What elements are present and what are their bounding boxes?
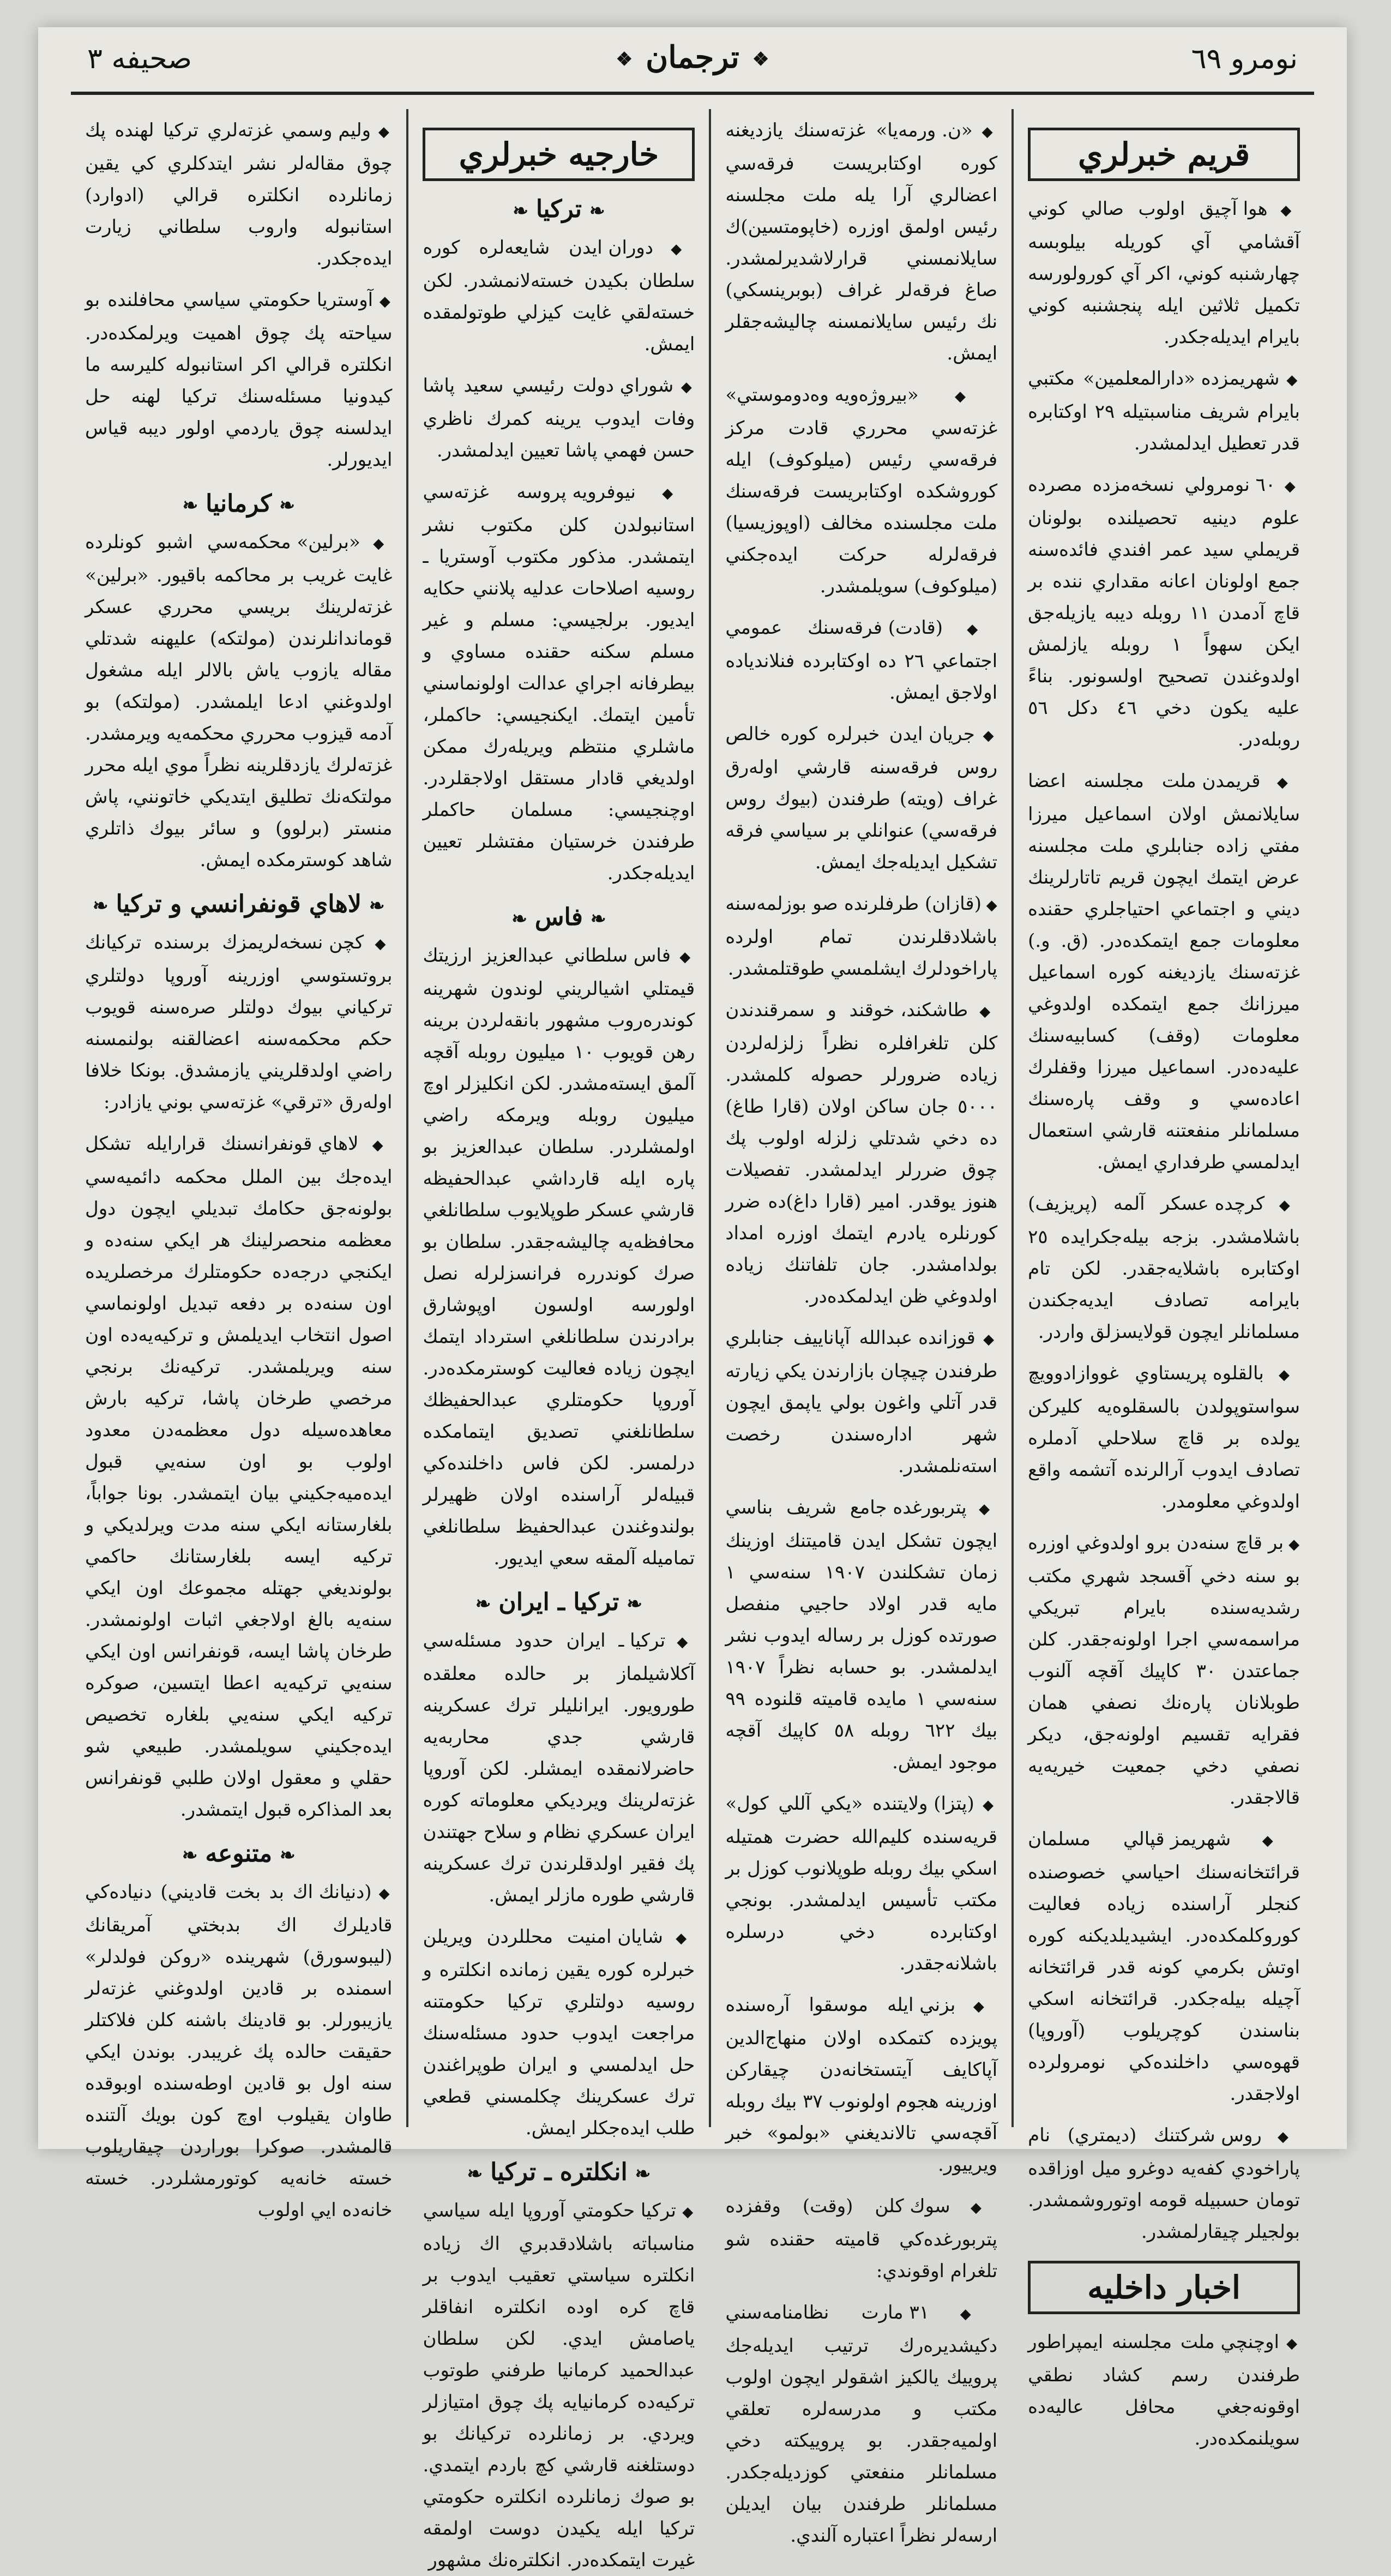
article-paragraph: ◆ هوا آچيق اولوب صالي كوني آقشامي آي كوريله بيلوبسه چهارشنبه كوني، اكر آي كورولورسه تكميل ثلاثين ايله پنجشنبه كوني بايرام ايديله‌جكدر. [1028,193,1300,353]
article-paragraph: ◆ (دنيانك اك بد بخت قاديني) دنياده‌كي قاديلرك اك بدبختي آمريقانك (ليبوسورق) شهرينده «روكن فولدلر» اسمنده بر قادين اولدوغني غزته‌لر يازيبورلر. بو قادينك باشنه كلن فلاكتلر حقيقت حالده پك غريبدر. بوندن ايكي سنه اول بو قادين اوطه‌سنده اوبوقده طاوان يقيلوب اوچ كون بويك آلتنده قالمشدر. صوكرا بوراردن چيقاريلوب خسته خانه‌يه كوتورمشلردر. خسته خانه‌ده ايي اولوب [85,1876,392,2226]
article-paragraph: ◆ جريان ايدن خبرلره كوره خالص روس فرقه‌سنه قارشي اوله‌رق غراف (ويته) طرفندن (بيوك روس فرقه‌سي) عنوانلي بر سياسي فرقه تشكيل ايديله‌جك ايمش. [725,718,997,878]
article-paragraph: ◆ كرچده عسكر آلمه (پريزيف) باشلامشدر. بزجه بيله‌جكرايده ٢٥ اوكتابره باشلايه‌جقدر. لكن تام بايرامه تصادف ايديه‌جكندن مسلمانلر ايچون قولايسزلق واردر. [1028,1188,1300,1348]
section-subheading: ❧ انكلتره ـ تركيا ❧ [423,2158,695,2186]
article-paragraph: ◆ اوچنچي ملت مجلسنه ايمپراطور طرفندن رسم كشاد نطقي اوقونه‌جغي محافل عاليه‌ده سويلنمكده‌در. [1028,2326,1300,2454]
article-paragraph: ◆ شوراي دولت رئيسي سعيد پاشا وفات ايدوب يرينه كمرك ناظري حسن فهمي پاشا تعيين ايدلمشدر. [423,370,695,466]
section-subheading: ❧ لاهاي قونفرانسي و تركيا ❧ [85,890,392,918]
article-paragraph: ◆ بزني ايله موسقوا آره‌سنده پويزده كتمكده اولان منهاج‌الدين آپاكايف آيتستخانه‌دن چيقاركن اوزرينه هجوم اولونوب ٣٧ بيك روبله آقچه‌سي تالانديغني «بولمو» خبر ويرييور. [725,1989,997,2181]
article-paragraph: ◆ پتربورغده جامع شريف بناسي ايچون تشكل ايدن قاميتنك اوزينك زمان تشكلندن ١٩٠٧ سنه‌سي ١ مايه قدر اولاد حاجيي منفصل صورتده كوزل بر رساله ايدوب نشر ايدلمشدر. بو حسابه نظراً ١٩٠٧ سنه‌سي ١ مايده قاميته قلنوده ٩٩ بيك ٦٢٢ روبله ٥٨ كاپيك آقچه موجود ايمش. [725,1492,997,1778]
article-paragraph: ◆ تركيا ـ ايران حدود مسئله‌سي آكلاشيلماز بر حالده معلقده طورويور. ايرانليلر ترك عسكرينه قارشي جدي محاربه‌يه حاضرلانمقده ايمشلر. لكن آوروپا غزته‌لرينك ويرديكي معلوماته كوره ايران عسكري نظام و سلاح جهتندن پك فقير اولدقلرندن ترك عسكرينه قارشي طوره مازلر ايمش. [423,1625,695,1911]
section-subheading: ❧ متنوعه ❧ [85,1840,392,1868]
newspaper-title: ❖ ترجمان ❖ [603,39,782,75]
column-3 [406,109,709,2571]
article-paragraph: ◆ فاس سلطاني عبدالعزيز ارزيتك قيمتلي اشيالريني لوندون شهرينه كوندره‌روب مشهور بانقه‌لردن برينه رهن قويوب ١٠ ميليون روبله آقچه آلمق ايسته‌مشدر. لكن انكليزلر اوچ ميليون روبله ويرمكه راضي اولمشلردر. سلطان عبدالعزيز بو پاره ايله قارداشي عبدالحفيظه قارشي عسكر طوپلايوب سلطانلغي محافظه‌يه چاليشه‌جقدر. سلطان بو صرك كوندرره فرانسزلرله نصل اولورسه اولسون اوپوشارق برادرندن سلطانلغي استرداد ايتمك ايچون زياده فعاليت كوسترمكده‌در. آوروپا حكومتلري عبدالحفيظك سلطانلغني تصديق ايتمامكده درلمسر. لكن فاس داخلنده‌كي قبيله‌لر آراسنده اولان ظهيرلر بولندوغندن عبدالحفيظ سلطانلغي تماميله آلمقه سعي ايديور. [423,940,695,1574]
column-4 [71,109,406,2221]
newspaper-page [38,27,1347,2571]
section-heading: قريم خبرلري [1028,128,1300,181]
article-paragraph: ◆ (قادت) فرقه‌سنك عمومي اجتماعي ٢٦ ده اوكتابرده فنلانديا‌ده اولاجق ايمش. [725,612,997,708]
section-subheading: ❧ تركيا ـ ايران ❧ [423,1588,695,1616]
section-heading: اخبار داخليه [1028,2261,1300,2314]
section-subheading: ❧ تركيا ❧ [423,195,695,223]
column-2 [709,109,1011,2547]
masthead-rule [71,92,1314,95]
article-paragraph: ◆ (پتزا) ولايتنده «يكي آللي كول» قريه‌سنده كليم‌الله حضرت همتيله اسكي بيك روبله طوپلانوب كوزل بر مكتب تأسيس ايدلمشدر. بونجي اوكتابرده دخي درسلره باشلانه‌جقدر. [725,1788,997,1979]
section-subheading: ❧ فاس ❧ [423,903,695,931]
article-paragraph: ◆ تركيا حكومتي آوروپا ايله سياسي مناسباته باشلادقدبري اك زياده انكلتره سياستي تعقيب ايدوب بر قاچ كره اوده انكلتره انفاقلر ياصامش ايدي. لكن سلطان عبدالحميد كرمانيا طرفني طوتوب تركيه‌ده كرمانيا‌يه پك چوق امتيازلر ويردي. بر زمانلرده تركيانك بو دوستلغنه قارشي كچ باردم ايتمدي. بو صوك زمانلرده انكلتره حكومتي تركيا ايله يكيدن دوست اولمقه غيرت ايتمكده‌در. انكلتره‌نك مشهور [423,2195,695,2576]
article-paragraph: ◆ ٦٠ نومرولي نسخه‌مزده مصرده علوم دينيه تحصيلنده بولونان قريملي سيد عمر افندي فائده‌سنه جمع اولونان اعانه مقداري ننده بر قاچ آدمدن ١١ روبله ديبه يازيله‌جق ايكن سهواً ١ روبله يازلمش اولدوغندن تصحيح اولسونور. بناءً عليه يكون دخي ٤٦ دكل ٥٦ روبله‌در. [1028,469,1300,755]
article-paragraph: ◆ شهريمزده «دارالمعلمين» مكتبي بايرام شريف مناسبتيله ٢٩ اوكتابره قدر تعطيل ايدلمشدر. [1028,363,1300,459]
article-paragraph: ◆ نيوفرويه پروسه غزته‌سي استانبولدن كلن مكتوب نشر ايتمشدر. مذكور مكتوب آوستريا ـ روسيه اصلاحات عدليه پلانني حكايه ايديور. برلجيسي: مسلم و غير مسلم سكنه حقنده مساوي و بيطرفانه اجراي عدالت اولونماسني تأمين ايتمك. ايكنجيسي: حاكملر، ماشلري منتظم ويريله‌رك ممكن اولديغي قادار مستقل اولاجقلردر. اوچنجيسي: مسلمان حاكملر طرفندن خرستيان مفتشلر تعيين ايديله‌جكدر. [423,476,695,889]
article-paragraph: ◆ «بيروژه‌ويه وه‌دوموستي» غزته‌سي محرري قادت مركز فرقه‌سي رئيس (ميلوكوف) ايله كوروشكده اوكتابريست فرقه‌سنك ملت مجلسنده مخالف (اوپوزيسيا) فرقه‌لرله حركت ايده‌جكني (ميلوكوف) سويلمشدر. [725,379,997,602]
column-1 [1011,109,1314,2449]
article-paragraph: ◆ كچن نسخه‌لريمزك برسنده تركيانك بروتستوسي اوزرينه آوروپا دولتلري تركياني بيوك دولتلر صره‌سنه قويوب حكم محكمه‌سنه اعضالقنه بولنمسنه راضي اولدقلريني يازمشدق. بونكا خلافا اوله‌رق «ترقي» غزته‌سي بوني يازادر: [85,927,392,1118]
article-paragraph: ◆ دوران ايدن شايعه‌لره كوره سلطان بكيدن خسته‌لانمشدر. لكن خسته‌لقي غايت كيزلي طوتولمقده ايمش. [423,232,695,360]
article-paragraph: ◆ بر قاچ سنه‌دن برو اولدوغي اوزره بو سنه دخي آقسجد شهري مكتب رشديه‌سنده بايرام تبريكي مراسمه‌سي اجرا اولونه‌جقدر. كلن جماعتدن ٣٠ كاپيك آقچه آلنوب طوبلانان پاره‌نك نصفي همان فقرايه تقسيم اولونه‌جق، ديكر نصفي دخي جمعيت خيريه‌يه قالاجقدر. [1028,1527,1300,1814]
article-paragraph: ◆ «ن. ورمه‌يا» غزته‌سنك يازديغنه كوره اوكتابريست فرقه‌سي اعضالري آرا يله ملت مجلسنه رئيس اولمق اوزره (خاپومتسين)ك سايلانمسني قرارلاشديرلمشدر. صاغ فرقه‌لر غراف (بوبرينسكي) نك رئيس سايلانمسنه چاليشه‌جقلر ايمش. [725,115,997,369]
section-heading: خارجيه خبرلري [423,128,695,181]
article-paragraph: ◆ وليم وسمي غزته‌لري تركيا لهنده پك چوق مقاله‌لر نشر ايتدكلري كي يقين زمانلرده انكلتره قرالي (ادوارد) استانبوله واروب سلطاني زيارت ايده‌جكدر. [85,115,392,274]
article-paragraph: ◆ قوزانده عبدالله آپاناييف جنابلري طرفندن چيچان بازارندن يكي زيارته قدر آتلي واغون بولي ياپمق ايچون شهر اداره‌سندن رخصت استه‌نلمشدر. [725,1322,997,1482]
article-paragraph: ◆ آوستريا حكومتي سياسي محافلنده بو سياحته پك چوق اهميت ويرلمكده‌در. انكلتره قرالي اكر استانبوله كليرسه ما كيدونيا مسئله‌سنك تركيا لهنه حل ايدلسنه چوق ياردمي اولور ديبه قياس ايديورلر. [85,284,392,476]
issue-number: نومرو ٦٩ [1191,43,1298,75]
article-paragraph: ◆ (قازان) طرفلرنده صو بوزلمه‌سنه باشلادقلرندن تمام اولرده پاراخودلرك ايشلمسي طوقتلمشدر. [725,888,997,984]
section-subheading: ❧ كرمانيا ❧ [85,490,392,518]
article-paragraph: ◆ بالقلوه پريستاوي غووازادوويچ سواستوپولدن بالسقلوه‌يه كليركن يولده بر قاچ سلاحلي آدملره تصادف ايدوب آرالرنده آتشمه واقع اولدوغي معلومدر. [1028,1358,1300,1517]
article-paragraph: ◆ طاشكند، خوقند و سمرقندندن كلن تلغرافلره نظراً زلزله‌لردن زياده ضرورلر حصوله كلمشدر. ٥٠٠٠ جان ساكن اولان (قارا طاغ) ده دخي شدتلي زلزله اولوب پك چوق ضررلر ايدلمشدر. تفصيلات هنوز يوقدر. امير (قارا داغ)ده ضرر كورنلره يادرم ايتمك اوزره امداد بولدامشدر. جان تلفاتنك زياده اولدوغي ظن ايدلمكده‌در. [725,994,997,1312]
article-paragraph: ◆ شايان امنيت محللردن ويريلن خبرلره كوره يقين زمانده انكلتره و روسيه دولتلري تركيا حكومتنه مراجعت ايدوب حدود مسئله‌سنك حل ايدلمسي و ايران طوپراغندن ترك عسكرينك چكلمسني قطعي طلب ايده‌جكلر ايمش. [423,1921,695,2144]
article-paragraph: ◆ «برلين» محكمه‌سي اشبو كونلرده غايت غريب بر محاكمه باقيور. «برلين» غزته‌لرينك بريسي محرري عسكر قوماندانلرندن (مولتكه) عليهنه شدتلي مقاله يازوب ياش بالالر ايله مشغول اولدوغني ادعا ايلمشدر. (مولتكه) بو آدمه قيزوب محرري محكمه‌يه ويرمشدر. غزته‌لرك يازدقلرينه نظراً موي ايله محرر مولتكه‌نك تطليق ايتديكي خاتونني، پاش منستر (برلوو) و سائر بيوك ذاتلري شاهد كوسترمكده ايمش. [85,526,392,876]
article-paragraph: ◆ سوك كلن (وقت) وقفزده پتربورغده‌كي قاميته حقنده شو تلغرام اوقوندي: [725,2190,997,2287]
article-paragraph: ◆ ٣١ مارت نظامنامه‌سني دكيشديره‌رك ترتيب ايديله‌جك پروييك يالكيز اشقولر ايچون اولوب مكتب و مدرسه‌لره تعلقي اولميه‌جقدر. بو پروييكته دخي مسلمانلر منفعتي كوزديله‌جكدر. مسلمانلر طرفندن بيان ايديلن ارسه‌لر نظراً اعتباره آلندي. [725,2297,997,2551]
article-paragraph: ◆ شهريمز قپالي مسلمان قرائتخانه‌سنك احياسي خصوصنده كنجلر آراسنده زياده فعاليت كوروكلمكده‌در. ايشيديلديكنه كوره اوتش بكرمي كونه قدر قرائتخانه آچيله بيله‌جكدر. قرائتخانه اسكي بناسندن كوچريلوب (آوروپا) قهوه‌سي داخلنده‌كي نومرولرده اولاجقدر. [1028,1823,1300,2110]
masthead [38,27,1347,109]
article-paragraph: ◆ قريمدن ملت مجلسنه اعضا سايلانمش اولان اسماعيل ميرزا مفتي زاده جنابلري ملت مجلسنه عرض ايتمك ايچون قريم تاتارلرينك ديني و اجتماعي احتياجلري حقنده معلومات جمع ايتمكده‌در. (ق. و.) غزته‌سنك يازديغنه كوره اسماعيل ميرزانك جمع ايتمكده اولدوغي معلومات (وقف) كسابيه‌سنك عليه‌ده‌در. اسماعيل ميرزا وقفلرك اعاده‌سي و وقف پاره‌سنك مسلمانلر منفعتنه قارشي استعمال ايدلمسي طرفداري ايمش. [1028,765,1300,1178]
article-columns [71,109,1314,2571]
article-paragraph: ◆ لاهاي قونفرانسنك قرارايله تشكل ايده‌جك بين الملل محكمه دائميه‌سي بولونه‌جق حكامك تبديلي ايچون دول معظمه منحصرلينك هر ايكي سنه‌ده و ايكنجي درجه‌ده حكومتلرك مرخصلريده اون سنه‌ده بر دفعه تبديل اولونماسي اصول انتخاب ايديلمش و تركيه‌يه‌ده اون سنه ويريلمشدر. تركيه‌نك برنجي مرخصي طرخان پاشا، تركيه بارش معاهده‌سيله دول معظمه‌دن معدود اولوب بو اون سنه‌يي قبول ايده‌ميه‌جكيني بيان ايتمشدر. بونا جواباً، بلغارستانه ايكي سنه مدت ويرلديكي و تركيه ايسه بلغارستانك حاكمي بولونديغي جهتله مجموعك اون ايكي سنه‌يه بالغ اولاجغي اثبات اولونمشدر. طرخان پاشا ايسه، قونفرانس اون ايكي سنه‌يي تركيه‌يه اعطا ايتسين، صوكره تركيه ايكي سنه‌يي بلغاره تخصيص ايده‌جكيني سويلمشدر. طبيعي شو حقلي و معقول اولان طلبي قونفرانس بعد المذاكره قبول ايتمشدر. [85,1128,392,1826]
article-paragraph: ◆ روس شركتنك (ديمتري) نام پاراخودي كفه‌يه دوغرو ميل اوزاقده تومان حسبيله قومه اوتوروشمشدر. بولجيلر چيقارلمشدر. [1028,2119,1300,2248]
page-number: صحيفه ٣ [87,43,192,75]
